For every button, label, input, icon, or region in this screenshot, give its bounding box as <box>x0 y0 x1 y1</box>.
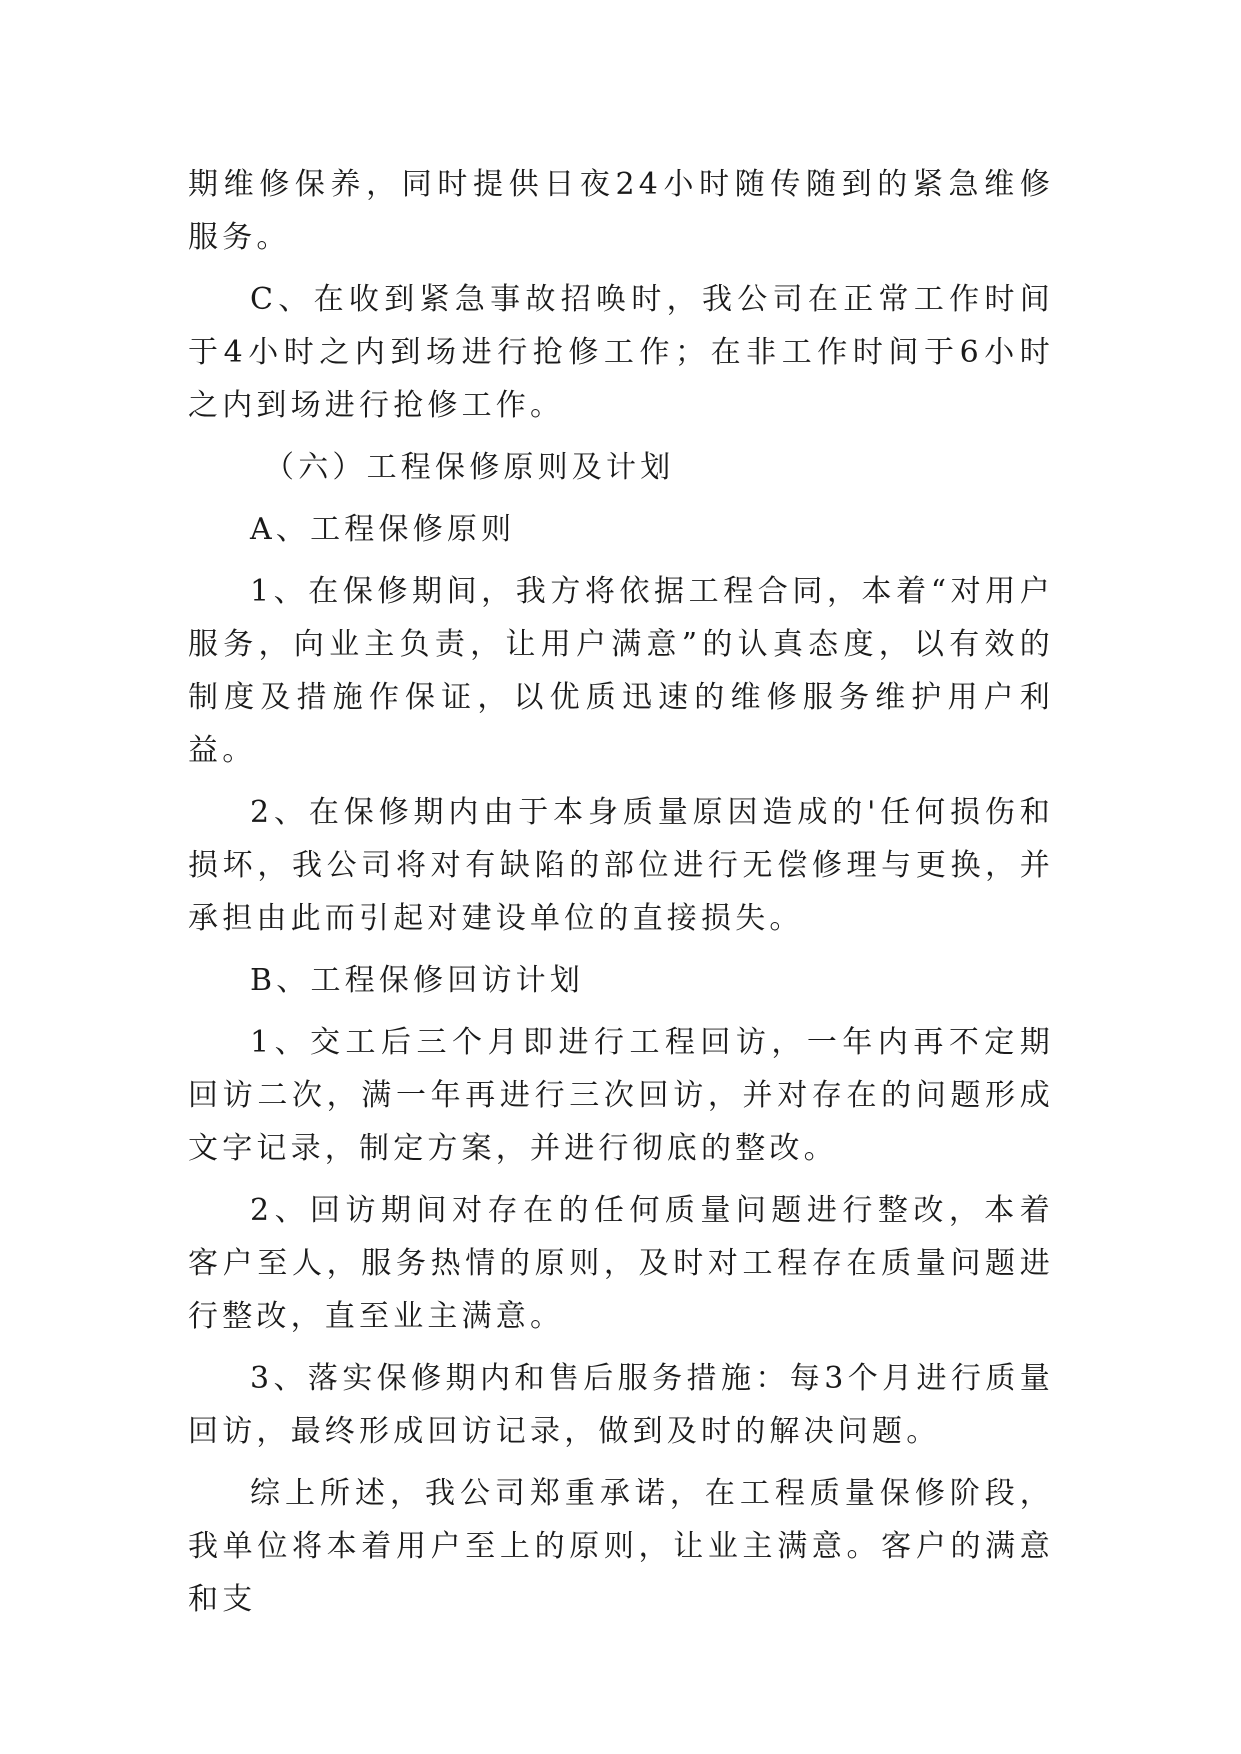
paragraph-emergency-response: C、在收到紧急事故招唤时，我公司在正常工作时间于4小时之内到场进行抢修工作；在非工作时间于6小时之内到场进行抢修工作。 <box>188 282 1054 423</box>
section-heading-warranty: （六）工程保修原则及计划 <box>264 450 675 485</box>
paragraph-visit-3: 3、落实保修期内和售后服务措施：每3个月进行质量回访，最终形成回访记录，做到及时的解决问题。 <box>188 1361 1054 1449</box>
paragraph-visit-1: 1、交工后三个月即进行工程回访，一年内再不定期回访二次，满一年再进行三次回访，并对存在的问题形成文字记录，制定方案，并进行彻底的整改。 <box>188 1025 1054 1166</box>
paragraph-visit-2: 2、回访期间对存在的任何质量问题进行整改，本着客户至人，服务热情的原则，及时对工程存在质量问题进行整改，直至业主满意。 <box>188 1193 1054 1334</box>
paragraph-maintenance-continuation: 期维修保养，同时提供日夜24小时随传随到的紧急维修服务。 <box>188 167 1054 255</box>
subheading-visit-plan: B、工程保修回访计划 <box>250 963 585 998</box>
paragraph-summary: 综上所述，我公司郑重承诺，在工程质量保修阶段，我单位将本着用户至上的原则，让业主满意。客户的满意和支 <box>188 1476 1054 1617</box>
document-body <box>188 158 1054 1626</box>
paragraph-principle-2: 2、在保修期内由于本身质量原因造成的'任何损伤和损坏，我公司将对有缺陷的部位进行无偿修理与更换，并承担由此而引起对建设单位的直接损失。 <box>188 795 1054 936</box>
subheading-warranty-principles: A、工程保修原则 <box>250 512 516 547</box>
paragraph-principle-1: 1、在保修期间，我方将依据工程合同，本着“对用户服务，向业主负责，让用户满意”的认真态度，以有效的制度及措施作保证，以优质迅速的维修服务维护用户利益。 <box>188 574 1054 768</box>
